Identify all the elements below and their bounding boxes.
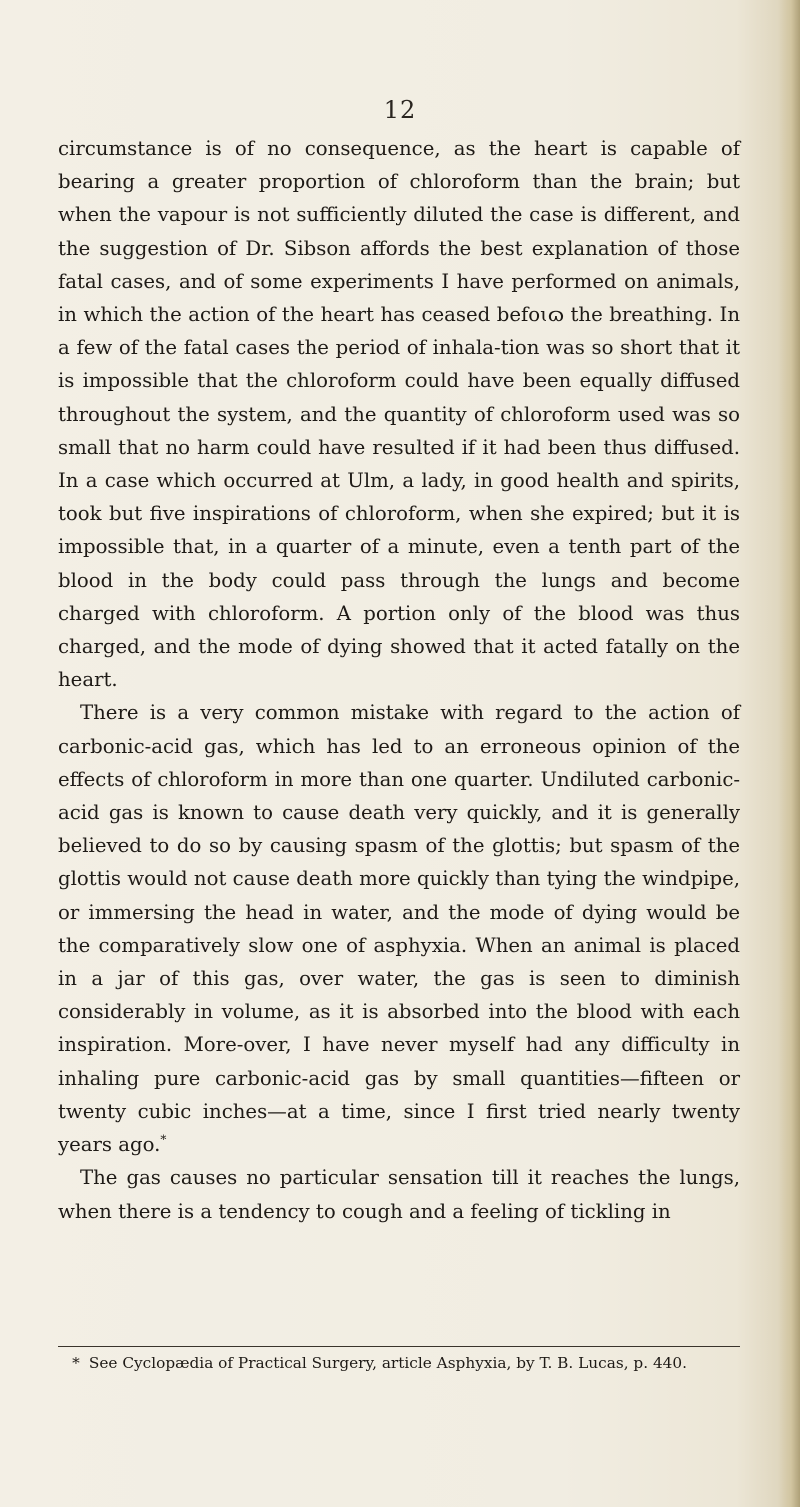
footnote-reference: * <box>160 1132 167 1147</box>
page-edge-shadow <box>778 0 800 1507</box>
body-text <box>58 132 740 1228</box>
footnote-divider <box>58 1346 740 1347</box>
paragraph-carbonic-acid <box>58 696 740 1161</box>
paragraph-gas-sensation: The gas causes no particular sensation till it reaches the lungs, when there is a tendency to cough and a feeling of tickling in <box>58 1166 740 1223</box>
footnote-text: See Cyclopædia of Practical Surgery, article Asphyxia, by T. B. Lucas, p. 440. <box>88 1354 687 1372</box>
paragraph-text: There is a very common mistake with regard to the action of carbonic-acid gas, which has led to an erroneous opinion of the effects of chloroform in more than one quarter. Undiluted carbonic-acid gas is known to cause death very quickly, and it is generally believed to do so by causing spasm of the glottis; but spasm of the glottis would not cause death more quickly than tying the windpipe, or immersing the head in water, and the mode of dying would be the comparatively slow one of asphyxia. When an animal is placed in a jar of this gas, over water, the gas is seen to diminish considerably in volume, as it is absorbed into the blood with each inspiration. More-over, I have never myself had any difficulty in inhaling pure carbonic-acid gas by small quantities—fifteen or twenty cubic inches—at a time, since I first tried nearly twenty years ago. <box>58 701 740 1157</box>
footnote-mark: * <box>72 1354 80 1372</box>
paragraph-continued: circumstance is of no consequence, as the heart is capable of bearing a greater proportion of chloroform than the brain; but when the vapour is not sufficiently diluted the case is different, and the suggestion of Dr. Sibson affords the best explanation of those fatal cases, and of some experiments I have performed on animals, in which the action of the heart has ceased befoɩɷ the breathing. In a few of the fatal cases the period of inhala-tion was so short that it is impossible that the chloroform could have been equally diffused throughout the system, and the quantity of chloroform used was so small that no harm could have resulted if it had been thus diffused. In a case which occurred at Ulm, a lady, in good health and spirits, took but five inspirations of chloroform, when she expired; but it is impossible that, in a quarter of a minute, even a tenth part of the blood in the body could pass through the lungs and become charged with chloroform. A portion only of the blood was thus charged, and the mode of dying showed that it acted fatally on the heart. <box>58 137 740 692</box>
footnote <box>58 1352 740 1374</box>
page-number: 12 <box>383 96 417 124</box>
